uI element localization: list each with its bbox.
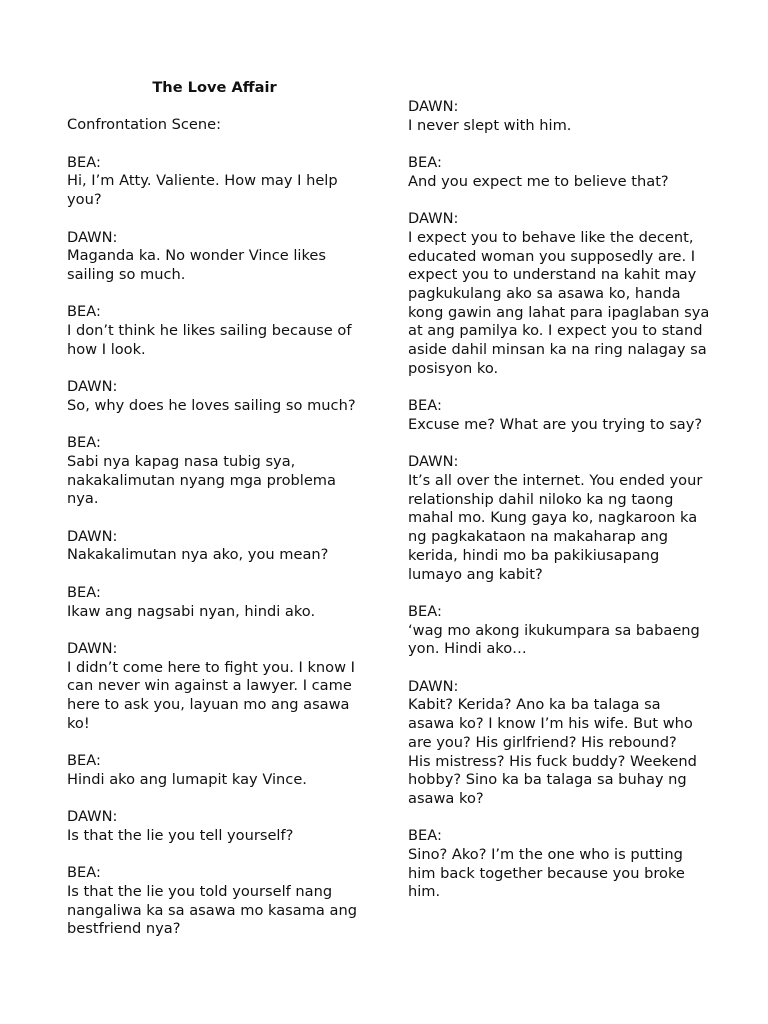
dialogue-block xyxy=(67,864,372,939)
spacer xyxy=(67,359,372,378)
dialogue-block xyxy=(67,154,372,210)
dialogue-line: how I look. xyxy=(67,340,146,358)
dialogue-line: mahal mo. Kung gaya ko, nagkaroon ka xyxy=(408,509,698,527)
dialogue-line: posisyon ko. xyxy=(408,359,499,377)
dialogue-block xyxy=(67,378,372,415)
dialogue-line: ng pagkakataon na makaharap ang xyxy=(408,528,669,546)
dialogue-line: pagkukulang ako sa asawa ko, handa xyxy=(408,285,681,302)
spacer xyxy=(408,659,708,678)
spacer xyxy=(67,416,372,435)
dialogue-line: His mistress? His fuck buddy? Weekend xyxy=(408,752,697,770)
spacer xyxy=(67,733,372,752)
speaker-name: DAWN: xyxy=(67,228,118,246)
dialogue-line: It’s all over the internet. You ended your xyxy=(408,472,703,489)
dialogue-line: nakakalimutan nyang mga problema xyxy=(67,471,336,489)
speaker-name: BEA: xyxy=(408,602,442,620)
speaker-name: BEA: xyxy=(408,154,442,172)
dialogue-line: him back together because you broke xyxy=(408,864,685,882)
spacer xyxy=(408,135,708,154)
dialogue-line: kong gawin ang lahat para ipaglaban sya xyxy=(408,303,710,321)
dialogue-line: you? xyxy=(67,191,102,209)
dialogue-block xyxy=(67,229,372,285)
dialogue-line: I didn’t come here to fight you. I know I xyxy=(67,658,355,676)
dialogue-line: at ang pamilya ko. I expect you to stand xyxy=(408,322,703,340)
dialogue-block xyxy=(408,603,708,659)
speaker-name: DAWN: xyxy=(67,378,118,396)
speaker-name: DAWN: xyxy=(408,98,459,115)
spacer xyxy=(67,565,372,584)
dialogue-line: I expect you to behave like the decent, xyxy=(408,228,694,246)
dialogue-line: nya. xyxy=(67,490,99,508)
speaker-name: DAWN: xyxy=(408,453,459,471)
dialogue-block xyxy=(408,397,708,434)
dialogue-line: Is that the lie you told yourself nang xyxy=(67,883,333,901)
spacer xyxy=(408,809,708,828)
dialogue-line: can never win against a lawyer. I came xyxy=(67,677,352,695)
spacer xyxy=(408,379,708,398)
document-title: The Love Affair xyxy=(152,79,277,96)
dialogue-line: I don’t think he likes sailing because of xyxy=(67,322,352,340)
left-dialogue xyxy=(67,135,372,939)
dialogue-line: aside dahil minsan ka na ring nalagay sa xyxy=(408,341,707,359)
dialogue-line: So, why does he loves sailing so much? xyxy=(67,396,356,414)
dialogue-line: Hi, I’m Atty. Valiente. How may I help xyxy=(67,172,338,190)
scene-heading: Confrontation Scene: xyxy=(67,116,222,134)
speaker-name: DAWN: xyxy=(67,808,118,826)
right-dialogue xyxy=(408,98,708,902)
dialogue-line: Nakakalimutan nya ako, you mean? xyxy=(67,546,329,564)
dialogue-line: are you? His girlfriend? His rebound? xyxy=(408,733,677,751)
spacer xyxy=(67,210,372,229)
spacer xyxy=(67,135,372,154)
dialogue-block xyxy=(67,808,372,845)
spacer xyxy=(67,509,372,528)
spacer xyxy=(67,621,372,640)
spacer xyxy=(67,846,372,865)
dialogue-line: Ikaw ang nagsabi nyan, hindi ako. xyxy=(67,602,316,620)
dialogue-line: nangaliwa ka sa asawa mo kasama ang xyxy=(67,901,357,919)
speaker-name: BEA: xyxy=(67,864,101,882)
dialogue-line: ko! xyxy=(67,714,90,732)
dialogue-line: Hindi ako ang lumapit kay Vince. xyxy=(67,770,307,788)
dialogue-block xyxy=(67,303,372,359)
dialogue-block xyxy=(408,453,708,584)
spacer xyxy=(408,584,708,603)
dialogue-block xyxy=(67,434,372,509)
speaker-name: BEA: xyxy=(67,153,101,171)
right-column xyxy=(408,98,708,902)
dialogue-line: educated woman you supposedly are. I xyxy=(408,247,696,265)
speaker-name: DAWN: xyxy=(67,639,118,657)
dialogue-line: asawa ko? I know I’m his wife. But who xyxy=(408,715,693,733)
speaker-name: DAWN: xyxy=(408,677,459,695)
dialogue-block xyxy=(67,640,372,734)
dialogue-line: kerida, hindi mo ba pakikiusapang xyxy=(408,546,660,564)
dialogue-line: asawa ko? xyxy=(408,789,484,807)
dialogue-line: ‘wag mo akong ikukumpara sa babaeng xyxy=(408,621,700,639)
dialogue-line: Sabi nya kapag nasa tubig sya, xyxy=(67,452,296,470)
speaker-name: BEA: xyxy=(67,583,101,601)
dialogue-block xyxy=(408,210,708,378)
dialogue-line: Kabit? Kerida? Ano ka ba talaga sa xyxy=(408,696,661,714)
dialogue-line: And you expect me to believe that? xyxy=(408,172,669,190)
dialogue-line: Excuse me? What are you trying to say? xyxy=(408,415,703,433)
dialogue-block xyxy=(408,154,708,191)
speaker-name: BEA: xyxy=(67,434,101,452)
speaker-name: BEA: xyxy=(408,397,442,415)
spacer xyxy=(67,790,372,809)
spacer xyxy=(408,435,708,454)
dialogue-line: him. xyxy=(408,883,441,901)
spacer xyxy=(408,192,708,211)
speaker-name: BEA: xyxy=(408,827,442,845)
dialogue-line: expect you to understand na kahit may xyxy=(408,266,697,284)
dialogue-line: I never slept with him. xyxy=(408,116,572,134)
dialogue-line: lumayo ang kabit? xyxy=(408,565,543,583)
speaker-name: BEA: xyxy=(67,752,101,770)
spacer xyxy=(67,285,372,304)
dialogue-line: hobby? Sino ka ba talaga sa buhay ng xyxy=(408,771,687,789)
dialogue-block xyxy=(408,678,708,809)
left-column xyxy=(67,79,372,939)
dialogue-block xyxy=(67,528,372,565)
dialogue-line: Is that the lie you tell yourself? xyxy=(67,826,294,844)
dialogue-block xyxy=(67,584,372,621)
dialogue-line: sailing so much. xyxy=(67,265,186,283)
dialogue-block xyxy=(408,827,708,902)
dialogue-line: Sino? Ako? I’m the one who is putting xyxy=(408,846,683,864)
dialogue-line: here to ask you, layuan mo ang asawa xyxy=(67,696,350,714)
dialogue-line: yon. Hindi ako… xyxy=(408,640,527,658)
dialogue-block xyxy=(67,752,372,789)
dialogue-line: Maganda ka. No wonder Vince likes xyxy=(67,247,326,265)
speaker-name: BEA: xyxy=(67,303,101,321)
speaker-name: DAWN: xyxy=(67,527,118,545)
dialogue-line: relationship dahil niloko ka ng taong xyxy=(408,490,674,508)
dialogue-line: bestfriend nya? xyxy=(67,920,181,938)
dialogue-block xyxy=(408,98,708,135)
speaker-name: DAWN: xyxy=(408,210,459,228)
